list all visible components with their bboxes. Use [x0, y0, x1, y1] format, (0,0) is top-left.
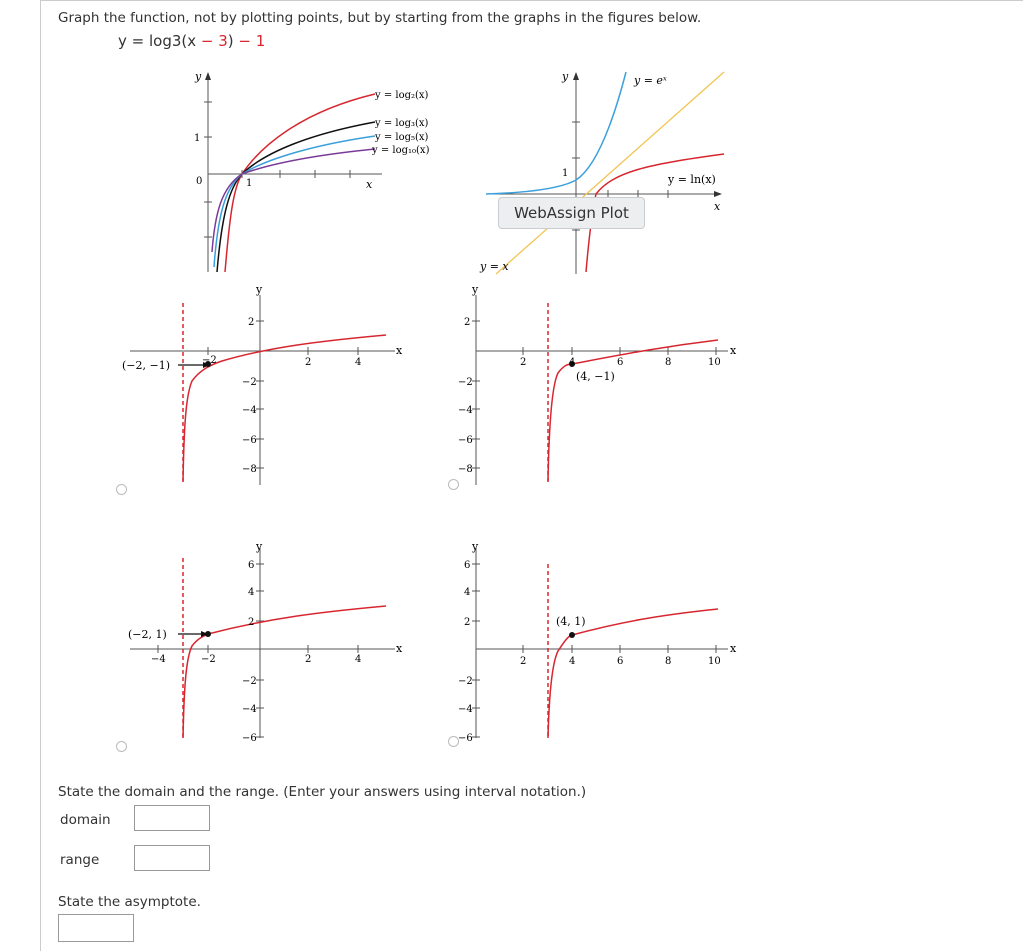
ref-right-tick-1: 1 — [562, 168, 569, 179]
option-d-xtick-2: 2 — [520, 656, 527, 667]
option-a-y-label: y — [256, 285, 263, 296]
option-c-ytick-m2: −2 — [242, 676, 257, 687]
option-b-xtick-2: 2 — [520, 357, 527, 368]
option-d-ytick-m6: −6 — [458, 733, 473, 743]
option-b-xtick-6: 6 — [617, 357, 624, 368]
option-d-ytick-m4: −4 — [458, 704, 473, 715]
option-d-point-label: (4, 1) — [556, 615, 586, 628]
option-d-xtick-6: 6 — [617, 656, 624, 667]
option-c-xtick-m2: −2 — [201, 654, 216, 665]
option-c-xtick-2: 2 — [305, 654, 312, 665]
range-label: range — [60, 852, 100, 868]
question-prompt: Graph the function, not by plotting points, but by starting from the graphs in the figures below. — [58, 10, 702, 26]
option-b-xtick-10: 10 — [708, 357, 721, 368]
label-log2: y = log₂(x) — [375, 90, 429, 101]
option-c-y-label: y — [256, 540, 263, 553]
option-a-xtick-4: 4 — [355, 357, 362, 368]
reference-log-graph — [160, 62, 460, 282]
function-expression: y = log3(x − 3) − 1 — [118, 32, 266, 50]
option-a-ytick-m4: −4 — [242, 405, 257, 416]
option-d-graph — [450, 538, 750, 743]
ref-left-y-label: y — [195, 70, 202, 83]
option-b-ytick-m2: −2 — [458, 377, 473, 388]
option-a-xtick-2: 2 — [305, 357, 312, 368]
option-a-x-label: x — [396, 344, 403, 357]
option-b-y-label: y — [472, 285, 479, 296]
option-c-xtick-4: 4 — [355, 654, 362, 665]
ref-left-tick-1: 1 — [194, 133, 201, 144]
option-a-ytick-2: 2 — [248, 317, 255, 328]
label-exp: y = eˣ — [634, 74, 667, 87]
option-d-ytick-6: 6 — [464, 560, 471, 571]
option-b-xtick-4: 4 — [569, 357, 576, 368]
option-a-xtick-m2: −2 — [202, 355, 217, 366]
curve-log5 — [214, 136, 375, 267]
option-c-ytick-4: 4 — [248, 587, 255, 598]
option-b-ytick-m4: −4 — [458, 405, 473, 416]
option-b-x-label: x — [730, 344, 737, 357]
option-a-ytick-m6: −6 — [242, 435, 257, 446]
label-log10: y = log₁₀(x) — [372, 145, 430, 156]
curve-log3 — [217, 122, 375, 272]
option-d-ytick-2: 2 — [464, 617, 471, 628]
ref-left-origin: 0 — [196, 176, 203, 187]
option-b-ytick-m8: −8 — [458, 464, 473, 475]
domain-label: domain — [60, 812, 111, 828]
option-b-xtick-8: 8 — [665, 357, 672, 368]
option-a-graph — [120, 285, 420, 490]
label-log3: y = log₃(x) — [375, 118, 429, 129]
option-d-ytick-4: 4 — [464, 587, 471, 598]
option-d-ytick-m2: −2 — [458, 676, 473, 687]
option-a-ytick-m8: −8 — [242, 464, 257, 475]
option-d-y-label: y — [472, 540, 479, 553]
option-c-ytick-m6: −6 — [242, 733, 257, 743]
option-a-ytick-m2: −2 — [242, 377, 257, 388]
option-c-curve — [183, 606, 386, 738]
ref-left-x-label: x — [366, 178, 373, 191]
curve-exp — [486, 72, 626, 194]
ref-right-x-label: x — [714, 200, 721, 213]
option-c-x-label: x — [396, 642, 403, 655]
ref-left-tick-x1: 1 — [246, 178, 253, 189]
option-d-xtick-4: 4 — [569, 656, 576, 667]
reference-exp-ln-graph — [478, 62, 738, 282]
asymptote-input[interactable] — [58, 914, 134, 942]
option-b-ytick-m6: −6 — [458, 435, 473, 446]
option-c-ytick-2: 2 — [248, 617, 255, 628]
range-input[interactable] — [134, 845, 210, 871]
label-log5: y = log₅(x) — [375, 132, 429, 143]
option-c-point-label: (−2, 1) — [128, 628, 167, 641]
asymptote-prompt: State the asymptote. — [58, 894, 201, 910]
domain-range-prompt: State the domain and the range. (Enter your answers using interval notation.) — [58, 784, 587, 800]
domain-input[interactable] — [134, 805, 210, 831]
option-a-point-label: (−2, −1) — [122, 359, 171, 372]
option-b-ytick-2: 2 — [464, 317, 471, 328]
ref-right-y-label: y — [562, 70, 569, 83]
option-c-graph — [120, 538, 420, 743]
label-ln: y = ln(x) — [668, 173, 716, 186]
option-d-xtick-10: 10 — [708, 656, 721, 667]
option-c-ytick-m4: −4 — [242, 704, 257, 715]
option-b-graph — [450, 285, 750, 490]
option-c-ytick-6: 6 — [248, 560, 255, 571]
webassign-plot-badge: WebAssign Plot — [498, 197, 645, 229]
label-identity: y = x — [480, 260, 509, 273]
option-c-xtick-m4: −4 — [151, 654, 166, 665]
option-d-x-label: x — [730, 642, 737, 655]
option-d-curve — [548, 609, 718, 738]
curve-log10 — [212, 149, 375, 252]
option-b-point-label: (4, −1) — [576, 370, 615, 383]
option-d-xtick-8: 8 — [665, 656, 672, 667]
